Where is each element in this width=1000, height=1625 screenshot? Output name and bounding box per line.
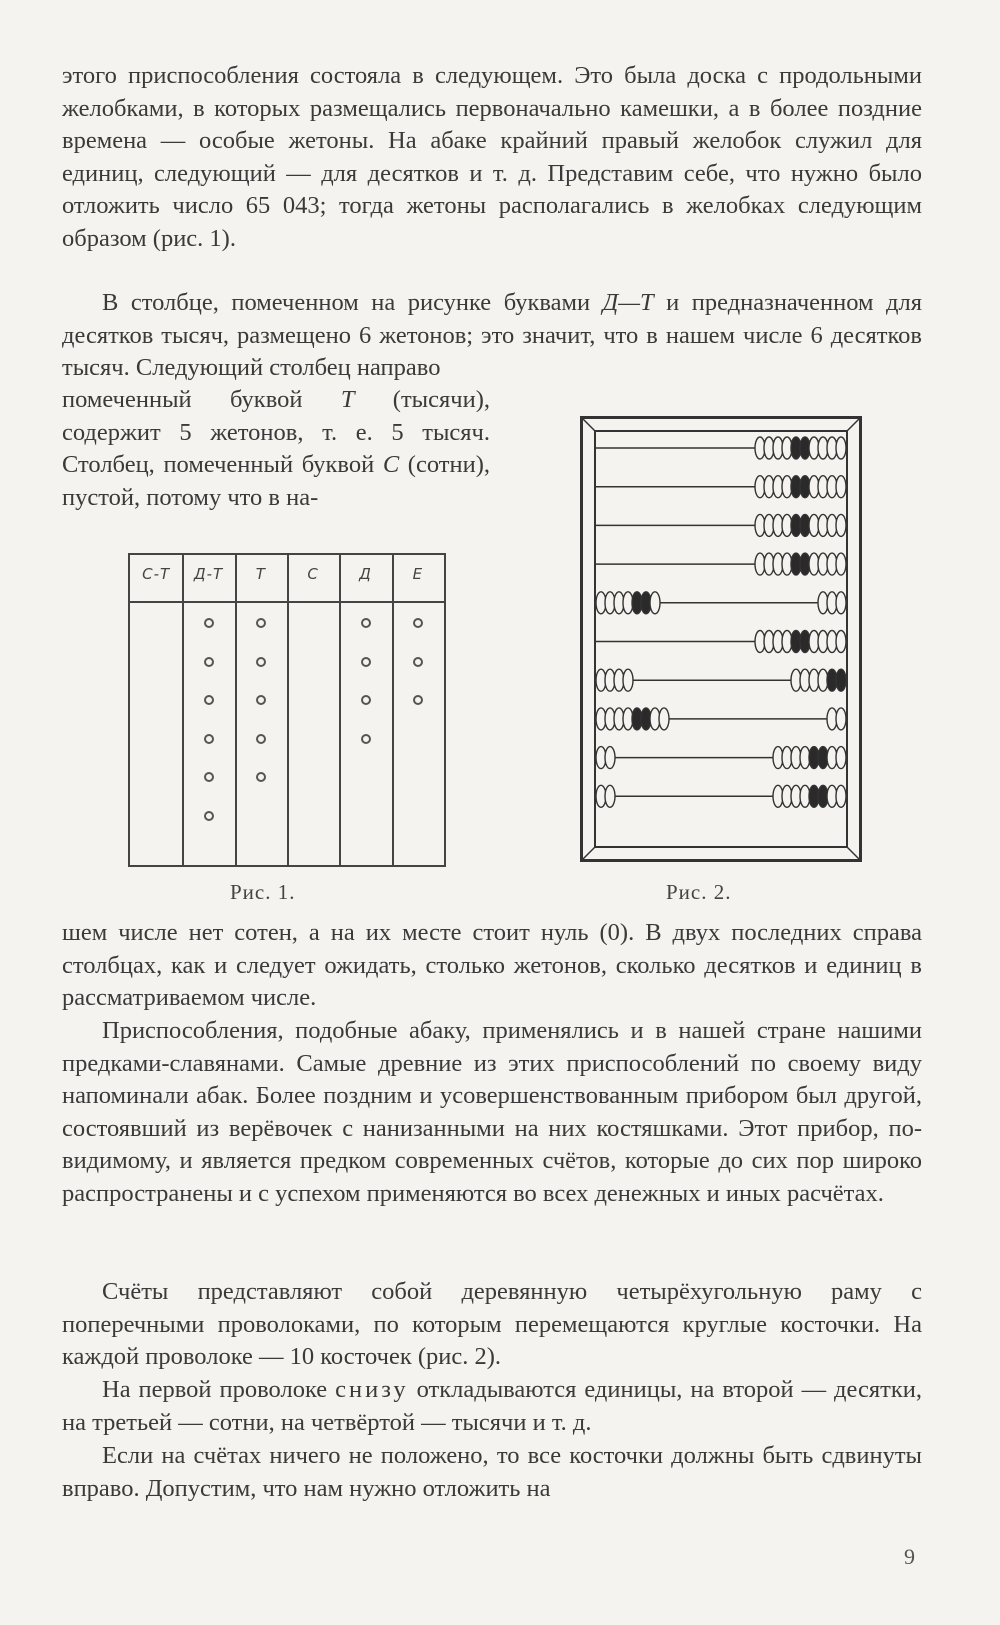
paragraph-column-dt	[62, 287, 922, 385]
bead	[836, 631, 846, 653]
bead	[836, 747, 846, 769]
bead	[650, 592, 660, 614]
bead	[836, 514, 846, 536]
token	[413, 657, 423, 667]
token	[361, 734, 371, 744]
column-header-label: Д-Т	[193, 565, 224, 583]
column-header-label: Е	[412, 565, 424, 583]
figure-1-caption: Рис. 1.	[230, 880, 296, 904]
dark-bead	[836, 669, 846, 691]
paragraph-abacus-intro: этого приспособления состояла в следующем. Это была доска с продольными желобками, в которых размещались первоначально камешки, а в более поздние времена — особые жетоны. На абаке крайний правый желобок служил для единиц, следующий — для десятков и т. д. Представим себе, что нужно было отложить число 65 043; тогда жетоны располагались в желобках следующим образом (рис. 1).	[62, 62, 922, 252]
paragraph-wire-order	[62, 1374, 922, 1439]
token	[204, 618, 214, 628]
frame-corner	[847, 847, 861, 861]
text-fragment: и предназначенном для десятков тысяч, размещено 6 жетонов; это значит, что в нашем числе 6 десятков тысяч. Следующий столбец направо	[62, 289, 923, 381]
table-column-divider	[392, 555, 394, 865]
table-column-divider	[182, 555, 184, 865]
paragraph-empty-abacus: Если на счётах ничего не положено, то все косточки должны быть сдвинуты вправо. Допустим, что нам нужно отложить на	[62, 1442, 922, 1502]
text-fragment: На первой проволоке	[102, 1376, 336, 1403]
paragraph-column-t-c	[62, 384, 490, 514]
figure-1-token-table	[128, 553, 446, 867]
frame-corner	[582, 847, 596, 861]
token	[204, 657, 214, 667]
text-fragment: В столбце, помеченном на рисунке буквами	[102, 289, 603, 316]
frame-corner	[582, 418, 596, 432]
token	[204, 695, 214, 705]
token	[256, 618, 266, 628]
bead	[659, 708, 669, 730]
token	[256, 657, 266, 667]
text-fragment: откладываются единицы, на второй — десятки, на третьей — сотни, на четвёртой — тысячи и т. д.	[62, 1376, 922, 1436]
token	[256, 695, 266, 705]
page-number: 9	[904, 1544, 915, 1569]
text-fragment: помеченный буквой	[62, 386, 341, 413]
column-header-label: Т	[255, 565, 266, 583]
token	[413, 695, 423, 705]
paragraph-schoty-description: Счёты представляют собой деревянную четырёхугольную раму с поперечными проволоками, по которым перемещаются круглые косточки. На каждой проволоке — 10 косточек (рис. 2).	[62, 1278, 922, 1370]
bead	[836, 437, 846, 459]
token	[256, 734, 266, 744]
token	[361, 657, 371, 667]
spaced-word: снизу	[335, 1376, 409, 1403]
letters-dt: Д—Т	[602, 289, 654, 316]
paragraph-slavic-counting: Приспособления, подобные абаку, применялись и в нашей стране нашими предками-славянами. Самые древние из этих приспособлений по своему виду напоминали абак. Более поздним и усовершенствованным прибором был другой, состоявший из верёвочек с нанизанными на них костяшками. Этот прибор, по-видимому, и является предком современных счётов, которые до сих пор широко распространены и с успехом применяются во всех денежных и иных расчётах.	[62, 1017, 922, 1207]
bead	[623, 669, 633, 691]
letter-c: С	[382, 451, 400, 478]
letter-t: Т	[340, 386, 355, 413]
token	[256, 772, 266, 782]
frame-corner	[847, 418, 861, 432]
bead	[836, 553, 846, 575]
bead	[836, 476, 846, 498]
figure-2-caption: Рис. 2.	[666, 880, 732, 904]
column-header-label: С	[307, 565, 319, 583]
bead	[605, 785, 615, 807]
table-column-divider	[339, 555, 341, 865]
token	[361, 695, 371, 705]
token	[204, 811, 214, 821]
token	[361, 618, 371, 628]
token	[413, 618, 423, 628]
table-column-divider	[287, 555, 289, 865]
abacus-wires	[595, 437, 847, 807]
bead	[836, 708, 846, 730]
column-header-label: С-Т	[142, 565, 171, 583]
bead	[836, 785, 846, 807]
text-fragment: (сотни), пустой, потому что в на-	[62, 451, 490, 511]
token	[204, 772, 214, 782]
paragraph-column-summary: шем числе нет сотен, а на их месте стоит нуль (0). В двух последних справа столбцах, как и следует ожидать, столько жетонов, сколько десятков и единиц в рассматриваемом числе.	[62, 919, 922, 1011]
bead	[605, 747, 615, 769]
column-header-label: Д	[359, 565, 372, 583]
text-fragment: (тысячи), содержит 5 жетонов, т. е. 5 тысяч. Столбец, помеченный буквой	[62, 386, 490, 478]
figure-2-abacus	[580, 416, 862, 862]
bead	[836, 592, 846, 614]
token	[204, 734, 214, 744]
table-column-divider	[235, 555, 237, 865]
